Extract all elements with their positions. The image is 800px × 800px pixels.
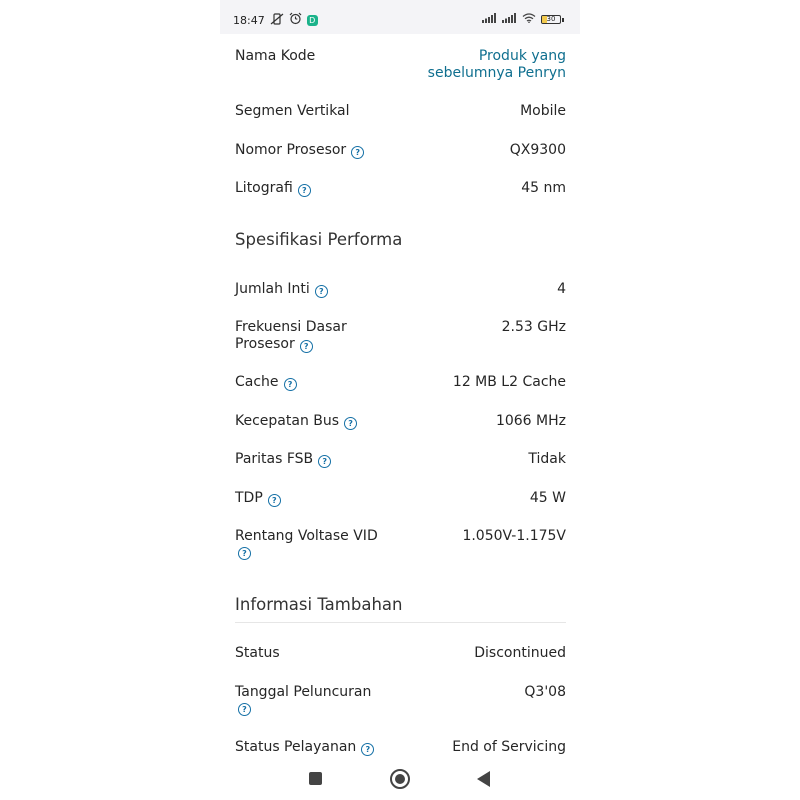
app-notification-icon: D [307, 15, 318, 26]
status-time: 18:47 [233, 13, 265, 27]
spec-label [235, 451, 410, 468]
status-bar-right [482, 13, 564, 26]
spec-label: Segmen Vertikal [235, 103, 350, 119]
signal-icon [502, 13, 517, 26]
spec-value: 1.050V-1.175V [462, 528, 566, 544]
spec-label [235, 684, 410, 716]
spec-label [235, 180, 410, 197]
spec-label [235, 490, 410, 507]
code-name-link-line[interactable]: Produk yang [478, 48, 566, 64]
code-name-link-line[interactable]: sebelumnya Penryn [427, 65, 566, 81]
spec-label-text: Nomor Prosesor [235, 142, 347, 158]
spec-value: 2.53 GHz [501, 319, 566, 335]
spec-value: QX9300 [509, 142, 566, 158]
vibrate-off-icon [270, 13, 284, 28]
alarm-icon [289, 12, 302, 28]
help-icon[interactable]: ? [318, 455, 331, 468]
spec-label-text: Frekuensi Dasar [235, 319, 347, 335]
spec-value: Q3'08 [524, 684, 566, 700]
spec-label [235, 319, 410, 353]
spec-label-text: Paritas FSB [235, 451, 314, 467]
spec-label [235, 281, 410, 298]
spec-label [235, 142, 410, 159]
section-title-additional: Informasi Tambahan [235, 595, 403, 614]
help-icon[interactable]: ? [300, 340, 313, 353]
spec-label: Status [235, 645, 280, 661]
spec-value: Tidak [528, 451, 566, 467]
spec-label-text: Prosesor [235, 336, 295, 352]
spec-label [235, 739, 410, 756]
spec-label-text: Tanggal Peluncuran [235, 684, 372, 700]
spec-value: Discontinued [474, 645, 566, 661]
code-name-link[interactable] [386, 48, 566, 82]
help-icon[interactable]: ? [298, 184, 311, 197]
status-bar-left [233, 12, 318, 28]
signal-icon [482, 13, 497, 26]
help-icon[interactable]: ? [315, 285, 328, 298]
spec-value: 4 [557, 281, 566, 297]
help-icon[interactable]: ? [238, 547, 251, 560]
spec-label [235, 528, 410, 560]
spec-value: Mobile [520, 103, 566, 119]
spec-value: 12 MB L2 Cache [452, 374, 566, 390]
spec-label: Nama Kode [235, 48, 316, 64]
spec-value: End of Servicing [452, 739, 566, 755]
wifi-icon [522, 13, 536, 26]
recent-apps-icon[interactable] [309, 772, 322, 785]
spec-label-text: Rentang Voltase VID [235, 528, 378, 544]
help-icon[interactable]: ? [344, 417, 357, 430]
spec-label-text: Litografi [235, 180, 293, 196]
help-icon[interactable]: ? [284, 378, 297, 391]
spec-value: 1066 MHz [495, 413, 566, 429]
spec-label-text: Kecepatan Bus [235, 413, 340, 429]
spec-label-text: Jumlah Inti [235, 281, 310, 297]
section-title-performance: Spesifikasi Performa [235, 230, 403, 249]
home-icon[interactable] [390, 769, 410, 789]
spec-label-text: Status Pelayanan [235, 739, 357, 755]
back-icon[interactable] [477, 771, 490, 787]
spec-value: 45 nm [521, 180, 566, 196]
spec-label-text: Cache [235, 374, 279, 390]
help-icon[interactable]: ? [268, 494, 281, 507]
help-icon[interactable]: ? [351, 146, 364, 159]
help-icon[interactable]: ? [238, 703, 251, 716]
spec-label [235, 413, 410, 430]
status-bar [220, 0, 580, 34]
battery-label: 30 [546, 15, 556, 23]
section-divider [235, 622, 566, 623]
phone-screen [220, 0, 580, 800]
battery-icon [541, 15, 564, 24]
spec-value: 45 W [529, 490, 566, 506]
navigation-bar [220, 760, 580, 800]
spec-label [235, 374, 410, 391]
help-icon[interactable]: ? [361, 743, 374, 756]
spec-label-text: TDP [235, 490, 263, 506]
